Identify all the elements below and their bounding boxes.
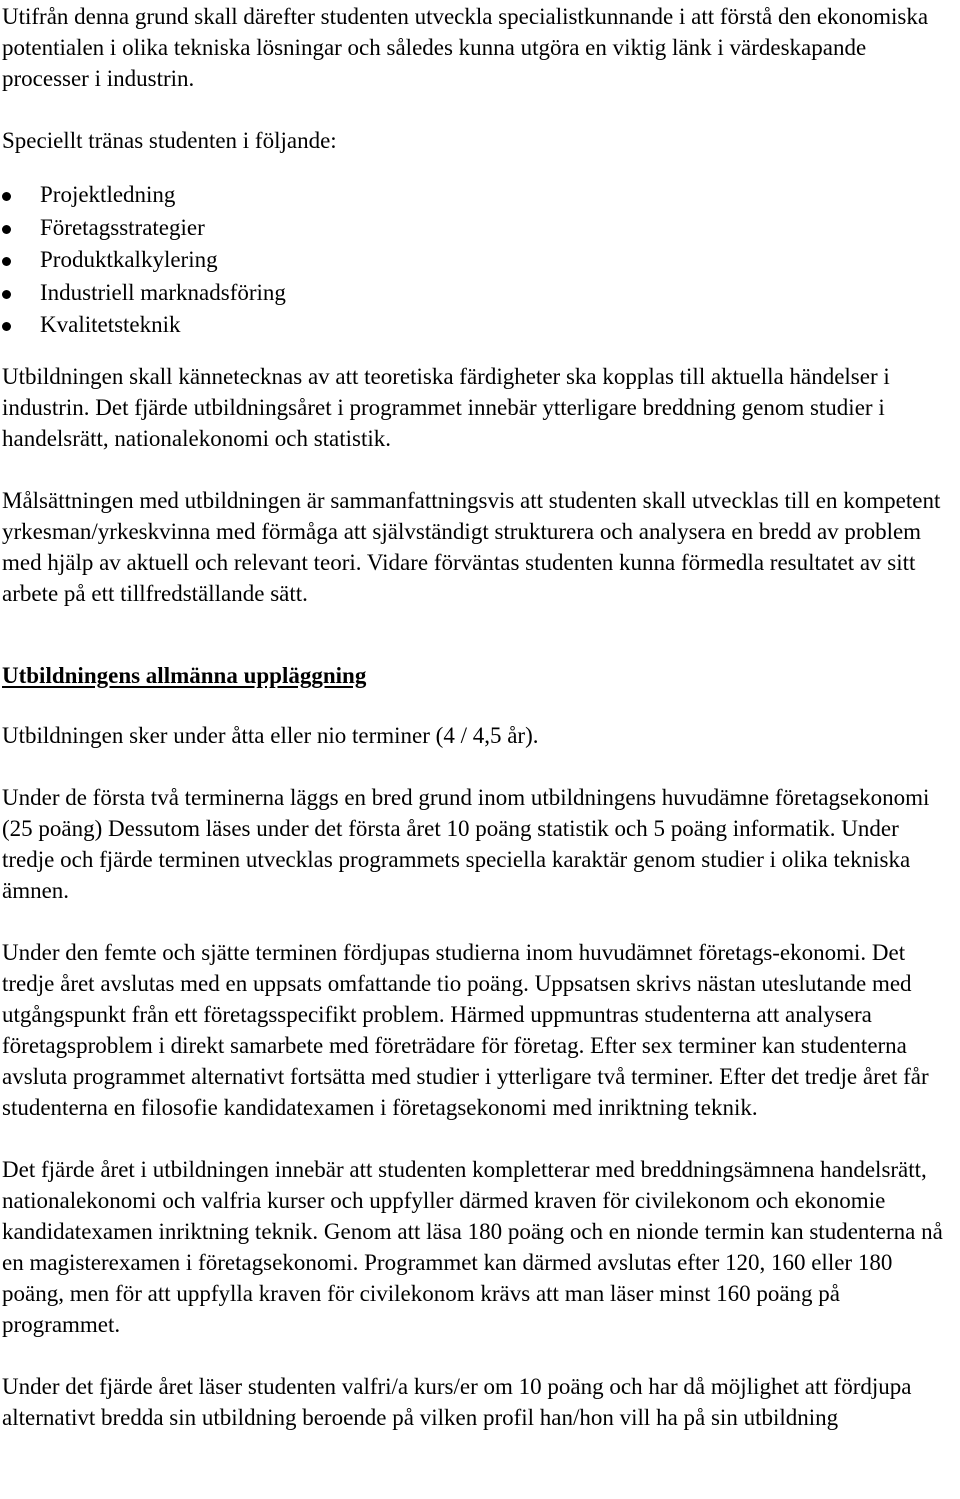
bullet-icon	[2, 322, 11, 331]
intro-paragraph: Utifrån denna grund skall därefter studenten utveckla specialistkunnande i att förstå den ekonomiska potentialen i olika tekniska lösningar och således kunna utgöra en viktig länk i värdeskapande processer i industrin.	[2, 4, 929, 91]
list-item	[2, 277, 954, 310]
section-heading: Utbildningens allmänna uppläggning	[2, 662, 367, 688]
bullet-icon	[2, 257, 11, 266]
first-terms-paragraph: Under de första två terminerna läggs en bred grund inom utbildningens huvudämne företagsekonomi (25 poäng) Dessutom läses under det första året 10 poäng statistik och 5 poäng informatik. Under tredje och fjärde terminen utvecklas programmets speciella karaktär genom studier i olika tekniska ämnen.	[2, 784, 930, 903]
list-item-label: Projektledning	[40, 182, 176, 207]
goal-paragraph: Målsättningen med utbildningen är sammanfattningsvis att studenten skall utvecklas till en kompetent yrkesman/yrkeskvinna med förmåga att självständigt strukturera och analysera en bredd av problem med hjälp av aktuell och relevant teori. Vidare förväntas studenten kunna förmedla resultatet av sitt arbete på ett tillfredställande sätt.	[2, 487, 941, 606]
character-paragraph: Utbildningen skall kännetecknas av att teoretiska färdigheter ska kopplas till aktuella händelser i industrin. Det fjärde utbildningsåret i programmet innebär ytterligare breddning genom studier i handelsrätt, nationalekonomi och statistik.	[2, 363, 890, 451]
skills-lead-paragraph: Speciellt tränas studenten i följande:	[2, 128, 337, 153]
list-item	[2, 212, 954, 245]
bullet-icon	[2, 290, 11, 299]
fourth-year-paragraph: Det fjärde året i utbildningen innebär att studenten kompletterar med breddningsämnena handelsrätt, nationalekonomi och valfria kurser och uppfyller därmed kraven för civilekonom och ekonomie kandidatexamen inriktning teknik. Genom att läsa 180 poäng och en nionde termin kan studenterna nå en magisterexamen i företagsekonomi. Programmet kan därmed avslutas efter 120, 160 eller 180 poäng, men för att uppfylla kraven för civilekonom krävs att man läser minst 160 poäng på programmet.	[2, 1156, 943, 1337]
list-item	[2, 179, 954, 212]
list-item-label: Företagsstrategier	[40, 214, 205, 240]
list-item	[2, 309, 954, 342]
list-item-label: Kvalitetsteknik	[40, 312, 181, 337]
skills-list	[2, 179, 954, 342]
fifth-sixth-terms-paragraph: Under den femte och sjätte terminen fördjupas studierna inom huvudämnet företags-ekonomi. Det tredje året avslutas med en uppsats omfattande tio poäng. Uppsatsen skrivs nästan uteslutande med utgångspunkt från ett företagsspecifikt problem. Härmed uppmuntras studenterna att analysera företagsproblem i direkt samarbete med företrädare för företag. Efter sex terminer kan studenterna avsluta programmet alternativt fortsätta med studier i ytterligare två terminer. Efter det tredje året får studenterna en filosofie kandidatexamen i företagsekonomi med inriktning teknik.	[2, 939, 929, 1120]
bullet-icon	[2, 225, 11, 234]
list-item	[2, 244, 954, 277]
list-item-label: Industriell marknadsföring	[40, 279, 286, 305]
bullet-icon	[2, 192, 11, 201]
elective-paragraph: Under det fjärde året läser studenten valfri/a kurs/er om 10 poäng och har då möjlighet att fördjupa alternativt bredda sin utbildning beroende på vilken profil han/hon vill ha på sin utbildning	[2, 1373, 912, 1430]
terms-paragraph: Utbildningen sker under åtta eller nio terminer (4 / 4,5 år).	[2, 722, 539, 748]
list-item-label: Produktkalkylering	[40, 247, 218, 272]
